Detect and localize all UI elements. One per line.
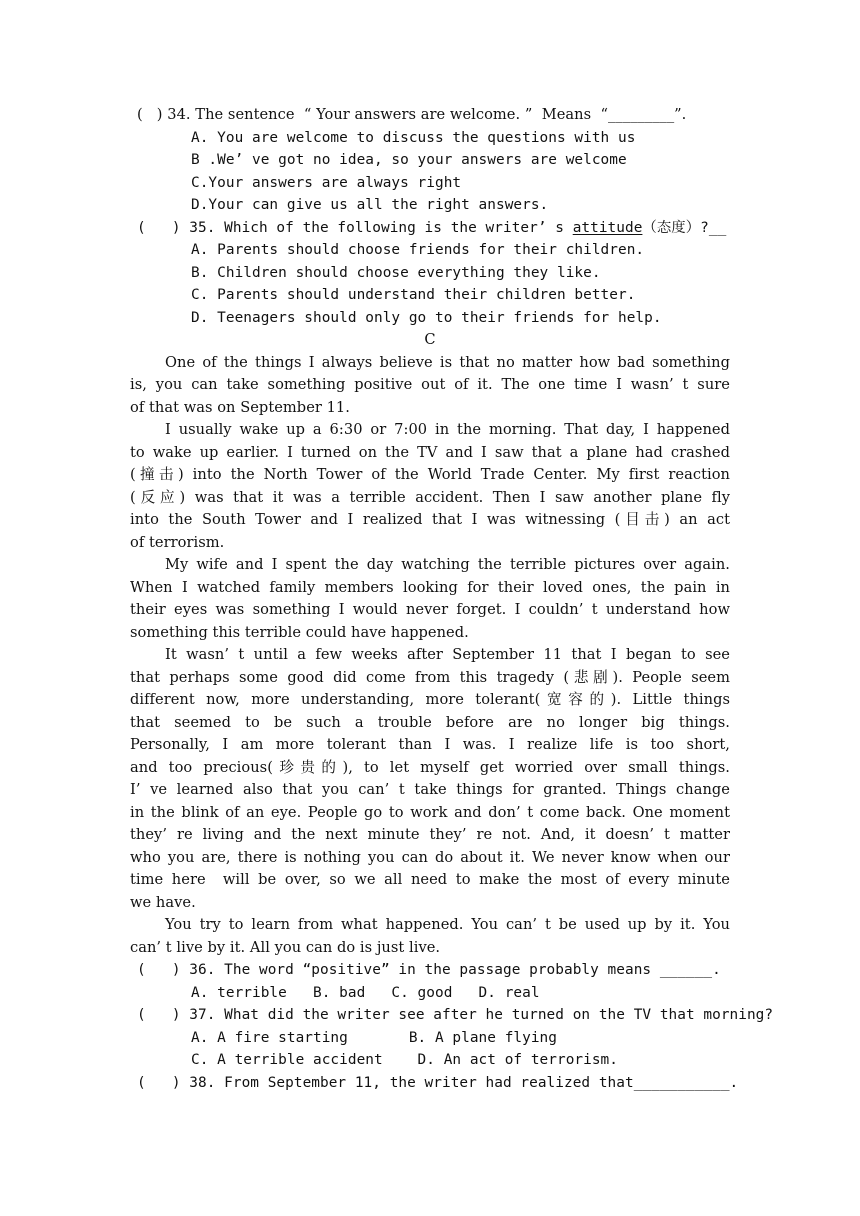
question-34-option-c: C.Your answers are always right (191, 175, 462, 191)
passage-line: and too precious(珍贵的), to let myself get worried over small things. (130, 759, 730, 776)
question-35-option-b: B. Children should choose everything they like. (191, 265, 601, 281)
question-34-option-b: B .We’ ve got no idea, so your answers are welcome (191, 152, 627, 168)
passage-line: they’ re living and the next minute they’ re not. And, it doesn’ t matter (130, 826, 730, 843)
question-34-option-a: A. You are welcome to discuss the questions with us (191, 130, 636, 146)
passage-line: of that was on September 11. (130, 399, 350, 416)
question-35-option-a: A. Parents should choose friends for their children. (191, 242, 645, 258)
passage-line: (撞击) into the North Tower of the World Trade Center. My first reaction (130, 466, 730, 483)
passage-line: I’ ve learned also that you can’ t take things for granted. Things change (130, 781, 730, 798)
passage-line: of terrorism. (130, 534, 225, 551)
passage-line: who you are, there is nothing you can do about it. We never know when our (130, 849, 730, 866)
passage-line: to wake up earlier. I turned on the TV and I saw that a plane had crashed (130, 444, 730, 461)
passage-line: that seemed to be such a trouble before are no longer big things. (130, 714, 730, 731)
question-35-option-d: D. Teenagers should only go to their friends for help. (191, 310, 662, 326)
passage-line: time here will be over, so we all need to make the most of every minute (130, 871, 730, 888)
question-38-stem: ( ) 38. From September 11, the writer had realized that___________. (137, 1075, 739, 1091)
passage-line: I usually wake up a 6:30 or 7:00 in the morning. That day, I happened (165, 421, 730, 438)
question-36-options: A. terrible B. bad C. good D. real (191, 985, 540, 1001)
passage-line: You try to learn from what happened. You can’ t be used up by it. You (165, 916, 730, 933)
question-35-option-c: C. Parents should understand their children better. (191, 287, 636, 303)
passage-line: we have. (130, 894, 196, 911)
passage-line: Personally, I am more tolerant than I was. I realize life is too short, (130, 736, 730, 753)
question-36-stem: ( ) 36. The word “positive” in the passage probably means ______. (137, 962, 721, 978)
question-35-stem (137, 218, 726, 238)
passage-line: One of the things I always believe is that no matter how bad something (165, 354, 730, 371)
passage-line: can’ t live by it. All you can do is just live. (130, 939, 441, 956)
passage-line: It wasn’ t until a few weeks after September 11 that I began to see (165, 646, 730, 663)
question-37-options-cd: C. A terrible accident D. An act of terrorism. (191, 1052, 618, 1068)
question-35-stem-tail: （态度）?__ (642, 220, 727, 236)
passage-line: different now, more understanding, more tolerant(宽容的). Little things (130, 691, 730, 708)
question-34-stem: ( ) 34. The sentence “ Your answers are welcome. ” Means “_________”. (137, 106, 687, 123)
passage-line: that perhaps some good did come from this tragedy (悲剧). People seem (130, 669, 730, 686)
question-34-option-d: D.Your can give us all the right answers. (191, 197, 549, 213)
passage-line: their eyes was something I would never forget. I couldn’ t understand how (130, 601, 730, 618)
passage-line: into the South Tower and I realized that I was witnessing (目击) an act (130, 511, 730, 528)
question-35-stem-text: ( ) 35. Which of the following is the writer’ s (137, 220, 573, 236)
question-35-underlined-word: attitude (572, 220, 643, 236)
question-37-options-ab: A. A fire starting B. A plane flying (191, 1030, 557, 1046)
passage-line: My wife and I spent the day watching the terrible pictures over again. (165, 556, 730, 573)
section-heading-c: C (424, 331, 436, 348)
passage-line: something this terrible could have happened. (130, 624, 469, 641)
passage-line: is, you can take something positive out of it. The one time I wasn’ t sure (130, 376, 730, 393)
passage-line: When I watched family members looking for their loved ones, the pain in (130, 579, 730, 596)
passage-line: (反应) was that it was a terrible accident. Then I saw another plane fly (130, 489, 730, 506)
passage-line: in the blink of an eye. People go to work and don’ t come back. One moment (130, 804, 730, 821)
question-37-stem: ( ) 37. What did the writer see after he turned on the TV that morning? (137, 1007, 774, 1023)
